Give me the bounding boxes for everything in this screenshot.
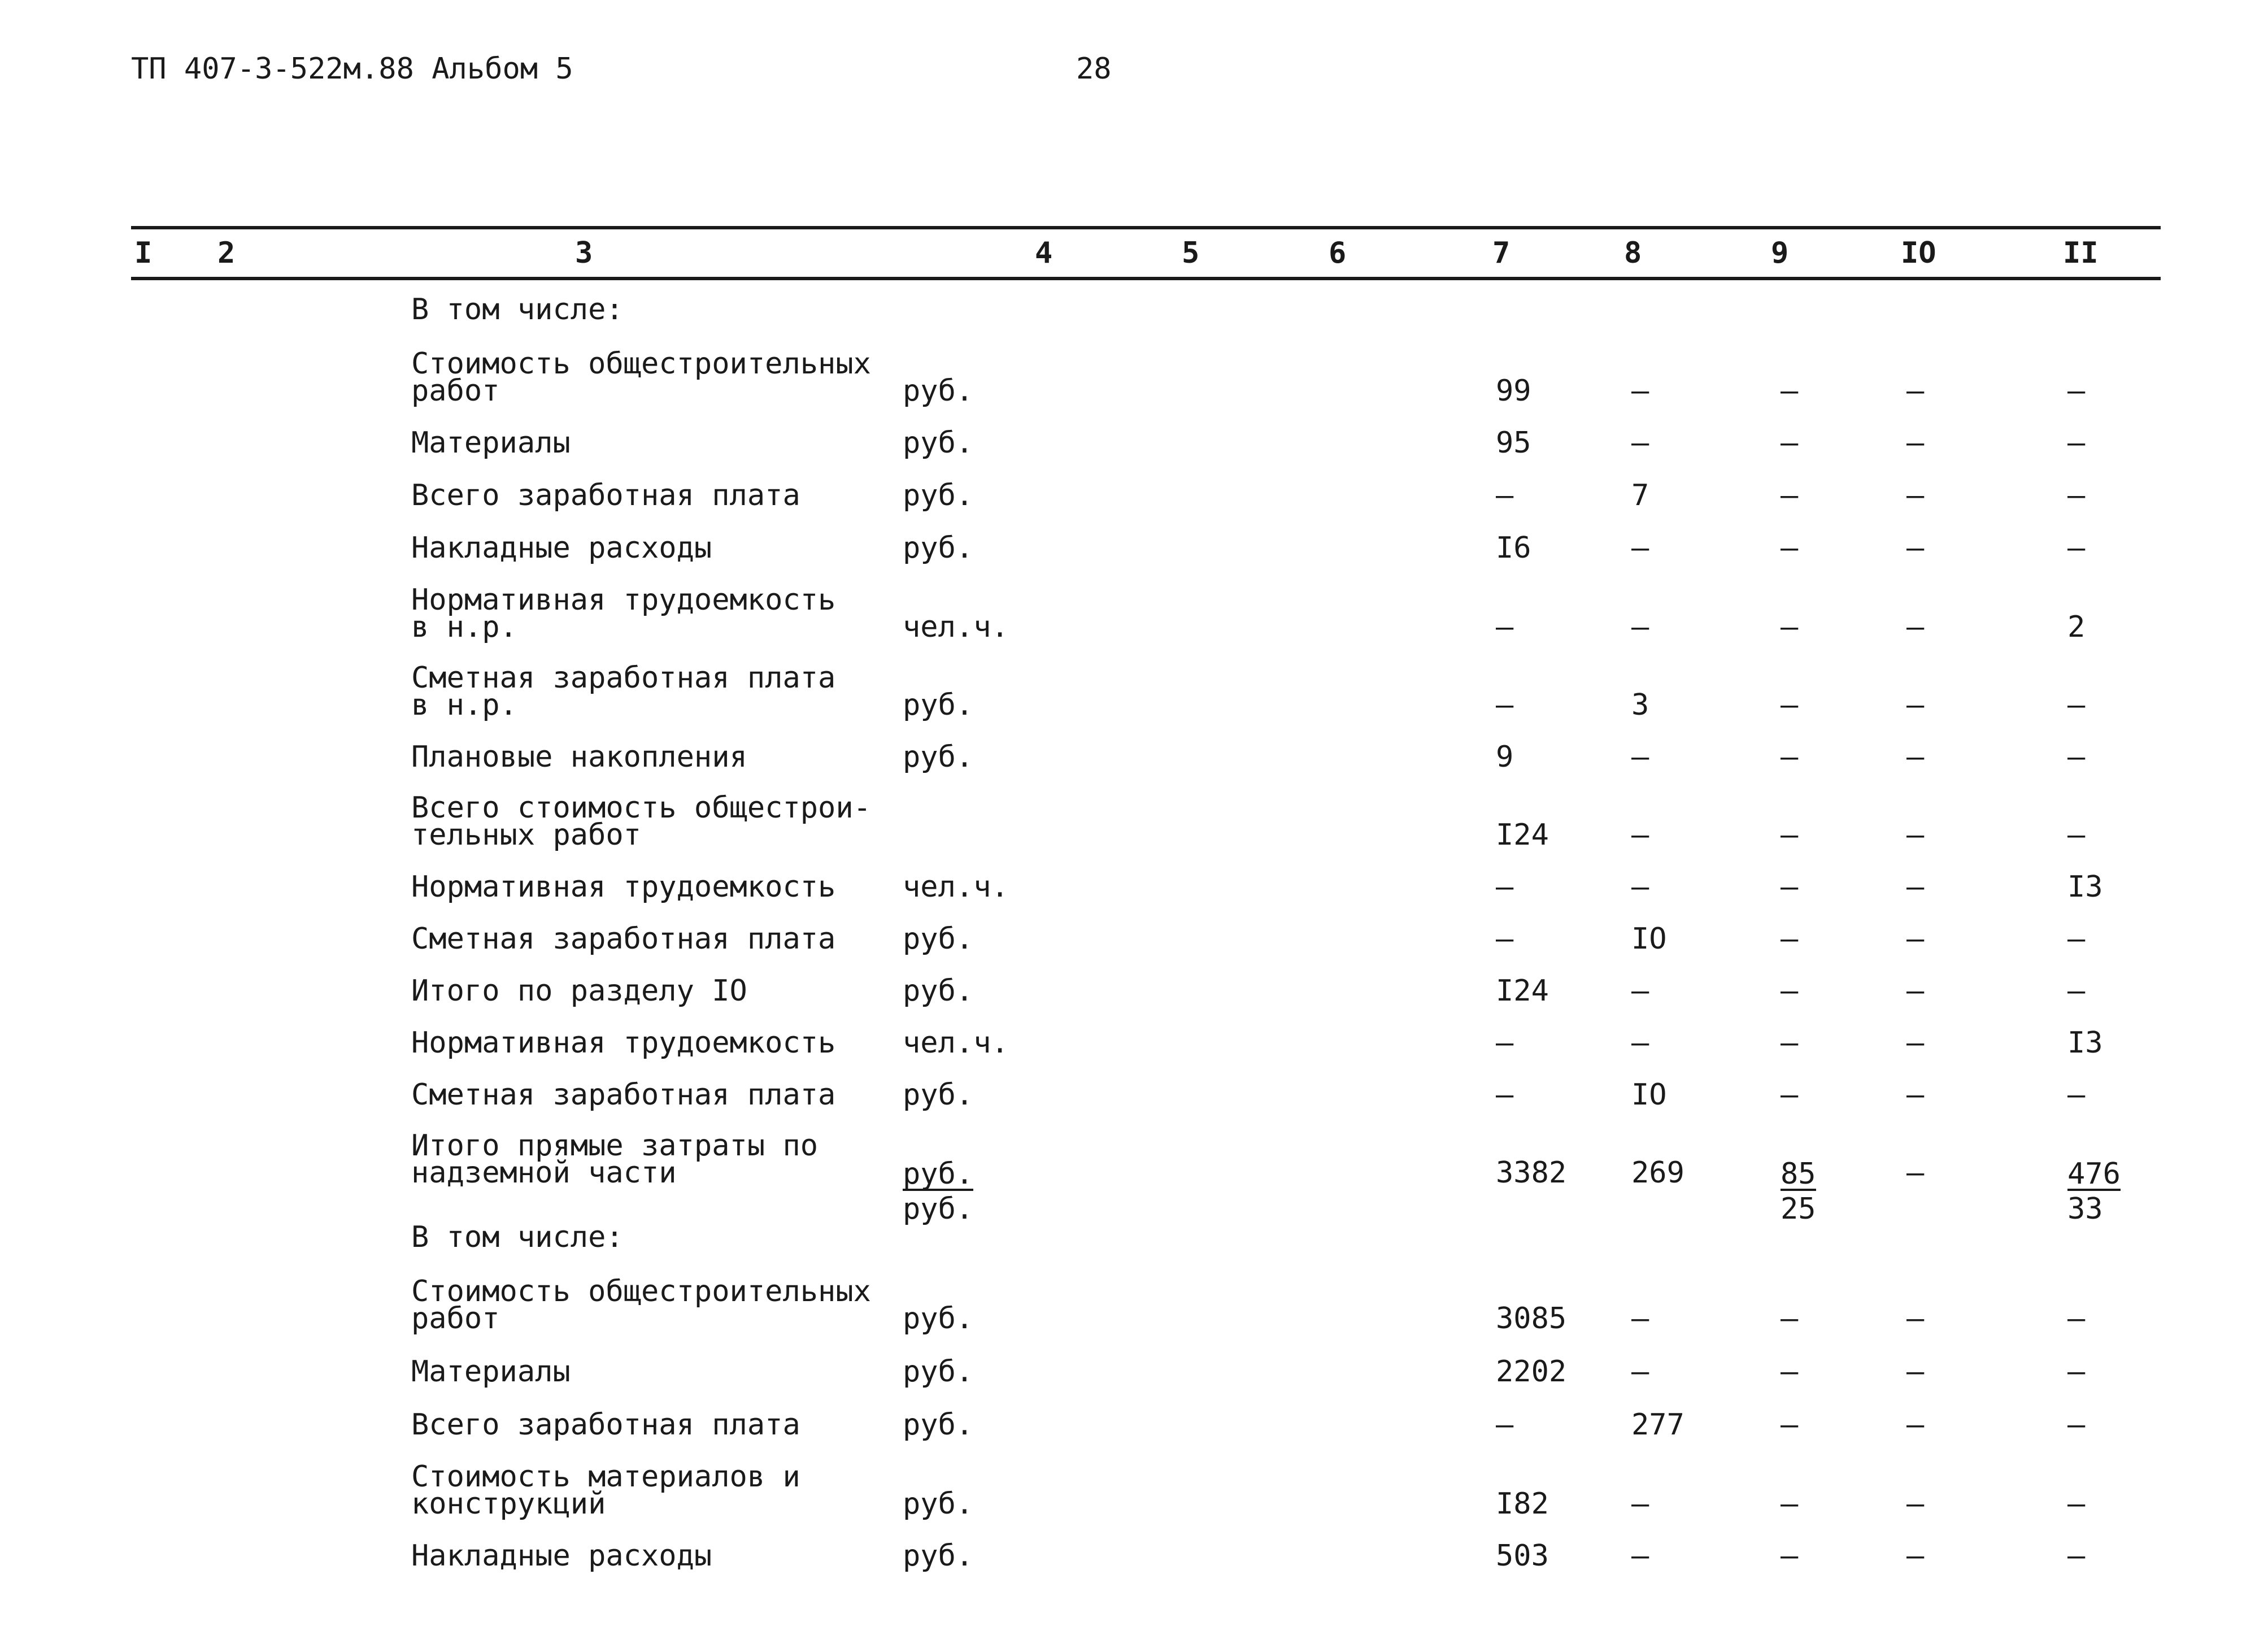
cell-col9: – <box>1781 1302 1799 1336</box>
cell-col9: – <box>1781 1408 1799 1442</box>
total-cell-col7: 3382 <box>1496 1156 1567 1190</box>
cell-col9: – <box>1781 870 1799 904</box>
cell-col9: – <box>1781 374 1799 408</box>
table-row <box>0 1077 2268 1112</box>
column-number-11: II <box>2063 236 2099 270</box>
document-code: ТП 407-3-522м.88 Альбом 5 <box>131 52 573 86</box>
cell-col9: – <box>1781 922 1799 956</box>
row-name: Стоимость материалов и конструкций <box>411 1460 800 1521</box>
cell-col8: – <box>1631 1487 1649 1521</box>
cell-col8: – <box>1631 374 1649 408</box>
row-name: Накладные расходы <box>411 1539 712 1573</box>
row-unit: руб. <box>903 374 974 408</box>
cell-col9: – <box>1781 610 1799 644</box>
cell-col11: 2 <box>2067 610 2086 644</box>
cell-col10: – <box>1906 1408 1925 1442</box>
row-unit: руб. <box>903 1539 974 1573</box>
table-row <box>0 921 2268 956</box>
cell-col11: – <box>2067 688 2086 722</box>
column-number-6: 6 <box>1329 236 1347 270</box>
row-name: Всего заработная плата <box>411 479 800 512</box>
row-unit: руб. <box>903 688 974 722</box>
row-name: Накладные расходы <box>411 531 712 565</box>
cell-col11: – <box>2067 1355 2086 1389</box>
table-row <box>0 1025 2268 1060</box>
cell-col8: – <box>1631 870 1649 904</box>
column-number-9: 9 <box>1771 236 1789 270</box>
row-name: Нормативная трудоемкость <box>411 870 836 904</box>
cell-col11: – <box>2067 818 2086 852</box>
row-unit: руб. <box>903 740 974 774</box>
row-name: Нормативная трудоемкость <box>411 1026 836 1060</box>
cell-col8: – <box>1631 1539 1649 1573</box>
cell-col8: – <box>1631 974 1649 1008</box>
cell-col7: 3085 <box>1496 1302 1567 1336</box>
cell-col8: – <box>1631 426 1649 460</box>
row-name: Материалы <box>411 1355 571 1389</box>
cell-col8: IO <box>1631 922 1667 956</box>
cell-col10: – <box>1906 531 1925 565</box>
row-unit: чел.ч. <box>903 1026 1009 1060</box>
cell-col9: – <box>1781 740 1799 774</box>
cell-col9: – <box>1781 1026 1799 1060</box>
cell-col7: I24 <box>1496 974 1549 1008</box>
cell-col10: – <box>1906 1487 1925 1521</box>
cell-col7: – <box>1496 479 1514 512</box>
column-number-5: 5 <box>1182 236 1200 270</box>
cell-col9: – <box>1781 1078 1799 1112</box>
cell-col10: – <box>1906 740 1925 774</box>
cell-col7: – <box>1496 1408 1514 1442</box>
column-number-7: 7 <box>1492 236 1510 270</box>
table-row <box>0 530 2268 565</box>
row-unit: руб. <box>903 426 974 460</box>
total-col9-fraction <box>1781 1133 1816 1226</box>
cell-col9: – <box>1781 479 1799 512</box>
cell-col11: – <box>2067 974 2086 1008</box>
cell-col8: – <box>1631 531 1649 565</box>
cell-col8: 277 <box>1631 1408 1684 1442</box>
row-unit: руб. <box>903 1302 974 1336</box>
cell-col7: 503 <box>1496 1539 1549 1573</box>
column-number-4: 4 <box>1035 236 1053 270</box>
section-label: В том числе: <box>411 1220 624 1254</box>
cell-col9: – <box>1781 1355 1799 1389</box>
row-name: Материалы <box>411 426 571 460</box>
total-unit-bottom: руб. <box>903 1192 974 1226</box>
column-number-10: IO <box>1901 236 1936 270</box>
cell-col11: – <box>2067 1539 2086 1573</box>
cell-col11: – <box>2067 740 2086 774</box>
cell-col10: – <box>1906 922 1925 956</box>
cell-col8: – <box>1631 1302 1649 1336</box>
cell-col10: – <box>1906 1078 1925 1112</box>
cell-col11: – <box>2067 1408 2086 1442</box>
total-cell-col10: – <box>1906 1156 1925 1190</box>
cell-col7: – <box>1496 688 1514 722</box>
row-name: Сметная заработная плата <box>411 922 836 956</box>
cell-col7: I82 <box>1496 1487 1549 1521</box>
cell-col8: – <box>1631 1026 1649 1060</box>
cell-col11: – <box>2067 531 2086 565</box>
table-row <box>0 739 2268 774</box>
cell-col9: – <box>1781 426 1799 460</box>
cell-col11: I3 <box>2067 1026 2103 1060</box>
row-unit: руб. <box>903 1078 974 1112</box>
table-row <box>0 1275 2268 1336</box>
cell-col10: – <box>1906 688 1925 722</box>
cell-col7: 99 <box>1496 374 1531 408</box>
total-row <box>0 1129 2268 1226</box>
row-name: Сметная заработная плата в н.р. <box>411 661 836 722</box>
column-number-2: 2 <box>217 236 236 270</box>
cell-col8: – <box>1631 818 1649 852</box>
total-col11-fraction <box>2067 1133 2121 1226</box>
table-row <box>0 425 2268 460</box>
cell-col10: – <box>1906 426 1925 460</box>
cell-col10: – <box>1906 1355 1925 1389</box>
cell-col7: – <box>1496 870 1514 904</box>
cell-col10: – <box>1906 818 1925 852</box>
row-name: Итого по разделу IO <box>411 974 747 1008</box>
table-row <box>0 477 2268 512</box>
row-name: Всего заработная плата <box>411 1408 800 1442</box>
cell-col9: – <box>1781 1487 1799 1521</box>
cell-col8: IO <box>1631 1078 1667 1112</box>
cell-col7: – <box>1496 1078 1514 1112</box>
row-name: Стоимость общестроительных работ <box>411 1275 871 1336</box>
row-unit: чел.ч. <box>903 870 1009 904</box>
table-row <box>0 791 2268 852</box>
page-number: 28 <box>1076 52 1112 86</box>
cell-col11: – <box>2067 479 2086 512</box>
total-col11-top: 476 <box>2067 1157 2121 1191</box>
cell-col7: 95 <box>1496 426 1531 460</box>
cell-col10: – <box>1906 974 1925 1008</box>
total-col11-bottom: 33 <box>2067 1192 2103 1226</box>
total-cell-col8: 269 <box>1631 1156 1684 1190</box>
cell-col10: – <box>1906 1539 1925 1573</box>
table-row <box>0 1538 2268 1573</box>
total-row-name: Итого прямые затраты по надземной части <box>411 1129 819 1190</box>
cell-col8: 3 <box>1631 688 1649 722</box>
cell-col7: I24 <box>1496 818 1549 852</box>
cell-col7: – <box>1496 1026 1514 1060</box>
cell-col9: – <box>1781 688 1799 722</box>
cell-col10: – <box>1906 479 1925 512</box>
table-row <box>0 1354 2268 1389</box>
cell-col11: I3 <box>2067 870 2103 904</box>
total-col9-top: 85 <box>1781 1157 1816 1191</box>
cell-col7: 2202 <box>1496 1355 1567 1389</box>
table-header-rule <box>131 277 2161 280</box>
table-row <box>0 1460 2268 1521</box>
row-unit: чел.ч. <box>903 610 1009 644</box>
table-row <box>0 973 2268 1008</box>
column-number-8: 8 <box>1624 236 1642 270</box>
table-row <box>0 869 2268 904</box>
cell-col7: – <box>1496 922 1514 956</box>
cell-col7: – <box>1496 610 1514 644</box>
row-name: Нормативная трудоемкость в н.р. <box>411 583 836 644</box>
row-unit: руб. <box>903 1487 974 1521</box>
cell-col10: – <box>1906 1302 1925 1336</box>
row-unit: руб. <box>903 922 974 956</box>
cell-col10: – <box>1906 374 1925 408</box>
row-name: Всего стоимость общестрои- тельных работ <box>411 791 871 852</box>
row-name: Плановые накопления <box>411 740 747 774</box>
table-top-rule <box>131 226 2161 229</box>
total-unit-top: руб. <box>903 1157 974 1191</box>
cell-col8: – <box>1631 610 1649 644</box>
row-unit: руб. <box>903 1408 974 1442</box>
cell-col11: – <box>2067 1487 2086 1521</box>
row-unit: руб. <box>903 1355 974 1389</box>
total-col9-bottom: 25 <box>1781 1192 1816 1226</box>
section-label: В том числе: <box>411 293 624 327</box>
cell-col9: – <box>1781 974 1799 1008</box>
cell-col10: – <box>1906 1026 1925 1060</box>
cell-col10: – <box>1906 610 1925 644</box>
cell-col8: – <box>1631 740 1649 774</box>
column-number-1: I <box>134 236 153 270</box>
cell-col11: – <box>2067 426 2086 460</box>
cell-col11: – <box>2067 1078 2086 1112</box>
cell-col8: – <box>1631 1355 1649 1389</box>
row-name: Стоимость общестроительных работ <box>411 347 871 408</box>
cell-col9: – <box>1781 1539 1799 1573</box>
row-unit: руб. <box>903 479 974 512</box>
cell-col9: – <box>1781 531 1799 565</box>
cell-col8: 7 <box>1631 479 1649 512</box>
row-unit: руб. <box>903 974 974 1008</box>
cell-col11: – <box>2067 374 2086 408</box>
cell-col7: 9 <box>1496 740 1514 774</box>
cell-col10: – <box>1906 870 1925 904</box>
table-row <box>0 347 2268 408</box>
cell-col11: – <box>2067 922 2086 956</box>
cell-col11: – <box>2067 1302 2086 1336</box>
column-number-3: 3 <box>575 236 593 270</box>
table-row <box>0 1407 2268 1442</box>
cell-col7: I6 <box>1496 531 1531 565</box>
row-name: Сметная заработная плата <box>411 1078 836 1112</box>
total-unit-fraction <box>903 1133 974 1226</box>
table-row <box>0 661 2268 722</box>
row-unit: руб. <box>903 531 974 565</box>
table-row <box>0 583 2268 644</box>
cell-col9: – <box>1781 818 1799 852</box>
